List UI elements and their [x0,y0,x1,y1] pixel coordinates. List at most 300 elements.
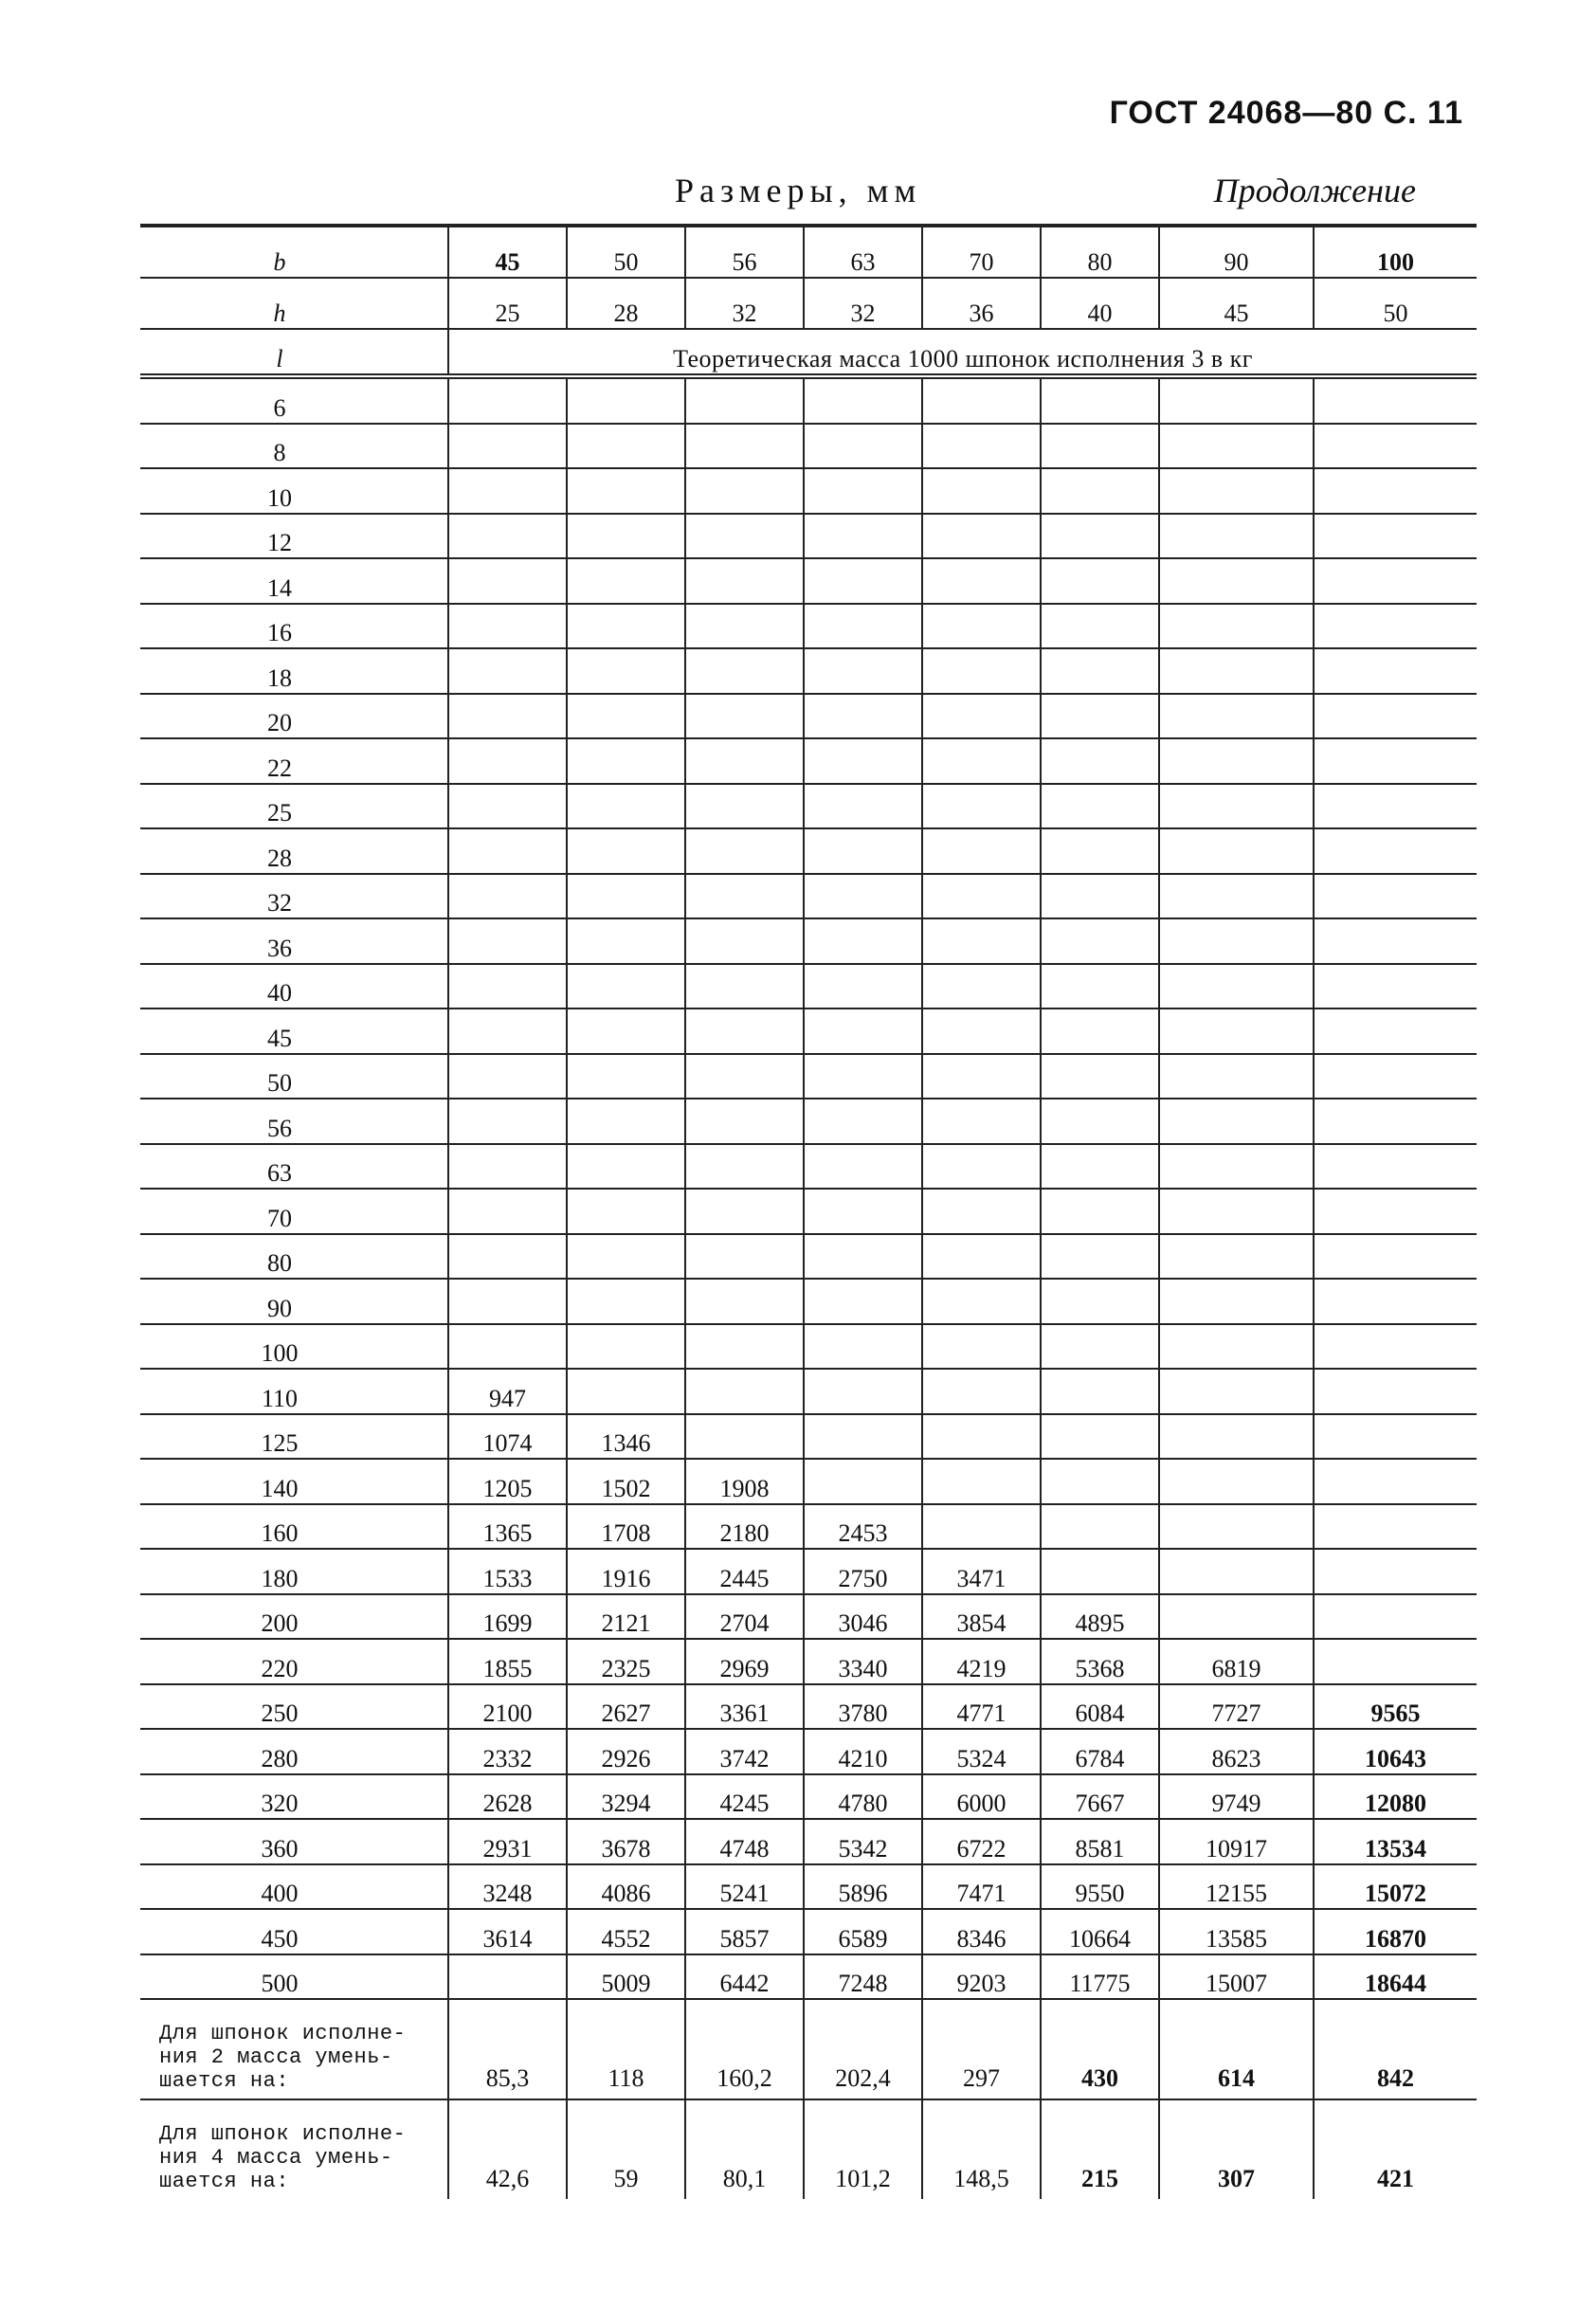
mass-cell: 4210 [804,1729,922,1774]
mass-cell [804,468,922,514]
mass-cell [804,694,922,739]
mass-cell [1041,604,1159,649]
mass-cell: 5009 [567,1954,685,2000]
mass-cell [685,1099,804,1144]
mass-cell: 4552 [567,1909,685,1954]
footer-value-cell: 160,2 [685,1999,804,2099]
mass-cell: 3614 [448,1909,567,1954]
row-length-label: 8 [140,424,448,469]
table-row [140,1009,1477,1054]
row-length-label: 12 [140,514,448,559]
mass-cell [1159,1504,1314,1550]
mass-cell: 6084 [1041,1684,1159,1730]
mass-cell: 8581 [1041,1819,1159,1864]
mass-cell [448,1054,567,1099]
row-length-label: 6 [140,376,448,424]
mass-cell [804,874,922,919]
table-row [140,1729,1477,1774]
mass-cell [1041,1009,1159,1054]
mass-cell [804,1009,922,1054]
mass-cell [448,828,567,874]
row-length-label: 500 [140,1954,448,2000]
mass-cell [1159,1009,1314,1054]
mass-cell [804,828,922,874]
mass-cell [1041,738,1159,784]
mass-cell [1041,1279,1159,1324]
mass-cell [1159,424,1314,469]
mass-cell [1041,1549,1159,1594]
mass-cell [1041,1189,1159,1234]
header-label-b: b [140,226,448,278]
mass-cell: 2332 [448,1729,567,1774]
row-length-label: 25 [140,784,448,829]
mass-cell [922,424,1041,469]
mass-cell [1159,1234,1314,1280]
mass-cell: 9550 [1041,1864,1159,1910]
mass-cell [1041,1414,1159,1460]
table-row [140,1909,1477,1954]
mass-cell [1314,1369,1477,1414]
mass-cell: 2628 [448,1774,567,1820]
mass-cell [685,1369,804,1414]
mass-cell: 1916 [567,1549,685,1594]
mass-cell [1314,694,1477,739]
mass-cell [922,1369,1041,1414]
footer-value-cell: 148,5 [922,2099,1041,2199]
mass-cell: 4245 [685,1774,804,1820]
mass-cell: 6722 [922,1819,1041,1864]
mass-cell [804,424,922,469]
mass-cell [804,1324,922,1370]
header-h-cell: 40 [1041,278,1159,329]
mass-cell [922,604,1041,649]
mass-cell: 5241 [685,1864,804,1910]
mass-cell [1314,828,1477,874]
mass-cell: 4748 [685,1819,804,1864]
mass-cell [1159,376,1314,424]
header-label-l: l [140,329,448,376]
mass-cell [804,1369,922,1414]
mass-cell [685,514,804,559]
mass-cell: 1346 [567,1414,685,1460]
mass-cell: 6589 [804,1909,922,1954]
mass-cell [922,376,1041,424]
header-h-cell: 28 [567,278,685,329]
mass-cell [1159,784,1314,829]
mass-cell [567,964,685,1009]
mass-cell [1159,468,1314,514]
header-b-cell: 63 [804,226,922,278]
table-row [140,1414,1477,1460]
mass-cell [567,558,685,604]
mass-cell [804,604,922,649]
mass-cell [1314,784,1477,829]
mass-cell [567,648,685,694]
mass-cell [448,468,567,514]
mass-cell [804,1234,922,1280]
mass-cell [448,424,567,469]
mass-cell: 1205 [448,1459,567,1504]
mass-cell [1314,1504,1477,1550]
mass-cell [804,1414,922,1460]
mass-cell: 2121 [567,1594,685,1640]
row-length-label: 180 [140,1549,448,1594]
mass-cell [1314,1189,1477,1234]
mass-cell [1041,376,1159,424]
mass-cell: 5896 [804,1864,922,1910]
row-length-label: 110 [140,1369,448,1414]
row-length-label: 90 [140,1279,448,1324]
mass-cell [567,1099,685,1144]
mass-cell: 4771 [922,1684,1041,1730]
mass-cell [1041,918,1159,964]
table-row [140,874,1477,919]
mass-cell [1041,424,1159,469]
mass-cell [1314,1009,1477,1054]
mass-cell [1159,1594,1314,1640]
mass-cell: 2445 [685,1549,804,1594]
row-length-label: 36 [140,918,448,964]
mass-cell [922,1234,1041,1280]
row-length-label: 22 [140,738,448,784]
mass-cell [685,1234,804,1280]
mass-cell [448,514,567,559]
mass-cell: 9565 [1314,1684,1477,1730]
mass-cell [922,1279,1041,1324]
mass-cell [567,738,685,784]
mass-cell: 1908 [685,1459,804,1504]
mass-cell [1314,558,1477,604]
footer-note-line: шается на: [159,2069,290,2093]
mass-cell [1314,604,1477,649]
mass-cell [1159,558,1314,604]
mass-cell: 2100 [448,1684,567,1730]
mass-cell [448,1954,567,2000]
mass-cell [567,1009,685,1054]
header-b-cell: 50 [567,226,685,278]
mass-cell [1159,1189,1314,1234]
header-b-cell: 90 [1159,226,1314,278]
continuation-label: Продолжение [1213,172,1416,209]
mass-cell [685,694,804,739]
footer-value-cell: 430 [1041,1999,1159,2099]
mass-cell [685,424,804,469]
row-length-label: 125 [140,1414,448,1460]
mass-cell: 13585 [1159,1909,1314,1954]
mass-cell [1041,1144,1159,1190]
mass-cell [448,558,567,604]
table-row [140,1864,1477,1910]
mass-cell [685,604,804,649]
mass-cell [448,1279,567,1324]
mass-cell [922,514,1041,559]
mass-cell [922,918,1041,964]
mass-cell [922,1324,1041,1370]
mass-cell [448,1324,567,1370]
mass-cell: 15007 [1159,1954,1314,2000]
mass-cell: 1502 [567,1459,685,1504]
mass-cell: 12080 [1314,1774,1477,1820]
mass-cell [1314,1549,1477,1594]
footer-value-cell: 118 [567,1999,685,2099]
mass-cell [1159,604,1314,649]
mass-cell: 1699 [448,1594,567,1640]
mass-cell: 3742 [685,1729,804,1774]
mass-cell [448,376,567,424]
mass-cell [1159,964,1314,1009]
mass-cell [1314,918,1477,964]
mass-cell [1314,1279,1477,1324]
row-length-label: 100 [140,1324,448,1370]
mass-cell [567,1189,685,1234]
mass-cell: 2180 [685,1504,804,1550]
mass-cell [922,874,1041,919]
mass-cell [922,648,1041,694]
table-row [140,1459,1477,1504]
mass-cell [804,558,922,604]
footer-row [140,2099,1477,2199]
mass-cell [1041,694,1159,739]
mass-cell: 7248 [804,1954,922,2000]
mass-cell [685,964,804,1009]
mass-cell [804,738,922,784]
mass-cell [448,918,567,964]
mass-cell: 6819 [1159,1639,1314,1684]
mass-cell [448,1144,567,1190]
mass-cell: 3780 [804,1684,922,1730]
mass-cell [567,828,685,874]
mass-cell: 5324 [922,1729,1041,1774]
mass-cell: 4780 [804,1774,922,1820]
row-length-label: 450 [140,1909,448,1954]
row-length-label: 28 [140,828,448,874]
table-row [140,1189,1477,1234]
row-length-label: 32 [140,874,448,919]
mass-cell [685,1414,804,1460]
mass-cell [567,694,685,739]
mass-cell [685,874,804,919]
mass-cell [685,828,804,874]
mass-cell [1041,514,1159,559]
mass-cell [448,1009,567,1054]
header-label-h: h [140,278,448,329]
mass-cell [685,1279,804,1324]
row-length-label: 360 [140,1819,448,1864]
mass-cell [685,1009,804,1054]
row-length-label: 56 [140,1099,448,1144]
mass-cell: 1533 [448,1549,567,1594]
mass-cell [685,1189,804,1234]
mass-cell [1314,1324,1477,1370]
table-row [140,376,1477,424]
mass-cell [1314,648,1477,694]
sizes-title: Размеры, мм [675,172,922,209]
mass-cell [922,1144,1041,1190]
mass-cell [804,648,922,694]
mass-cell [448,1099,567,1144]
mass-cell: 2453 [804,1504,922,1550]
mass-cell: 2750 [804,1549,922,1594]
mass-cell [1041,1504,1159,1550]
mass-cell: 4895 [1041,1594,1159,1640]
mass-cell [567,874,685,919]
key-mass-table [140,224,1477,2199]
mass-cell [1314,1054,1477,1099]
mass-cell [1314,1459,1477,1504]
row-length-label: 50 [140,1054,448,1099]
table-row [140,1234,1477,1280]
mass-cell [448,784,567,829]
mass-cell [922,1009,1041,1054]
row-length-label: 16 [140,604,448,649]
mass-cell: 11775 [1041,1954,1159,2000]
mass-cell [685,1054,804,1099]
mass-cell [922,1189,1041,1234]
mass-cell [1159,1324,1314,1370]
table-row [140,1099,1477,1144]
mass-cell [1159,874,1314,919]
table-row [140,558,1477,604]
mass-cell [567,1054,685,1099]
table-row [140,1549,1477,1594]
table-row [140,1684,1477,1730]
footer-value-cell: 80,1 [685,2099,804,2199]
table-row [140,1594,1477,1640]
mass-cell [804,1279,922,1324]
mass-cell: 10643 [1314,1729,1477,1774]
mass-cell [1159,1369,1314,1414]
footer-note [140,2099,448,2199]
page-header: ГОСТ 24068—80 С. 11 [1109,95,1463,131]
mass-cell: 2627 [567,1684,685,1730]
mass-cell [804,376,922,424]
mass-cell: 2704 [685,1594,804,1640]
mass-cell: 5368 [1041,1639,1159,1684]
mass-cell [1041,1459,1159,1504]
mass-cell [448,1189,567,1234]
mass-cell: 4086 [567,1864,685,1910]
mass-cell: 6000 [922,1774,1041,1820]
mass-cell: 12155 [1159,1864,1314,1910]
row-length-label: 250 [140,1684,448,1730]
mass-cell [1314,1099,1477,1144]
mass-cell [922,694,1041,739]
mass-cell [567,918,685,964]
mass-cell [567,1324,685,1370]
mass-cell: 2931 [448,1819,567,1864]
mass-cell: 3854 [922,1594,1041,1640]
table-row [140,1369,1477,1414]
header-h-cell: 45 [1159,278,1314,329]
mass-cell [1041,648,1159,694]
table-row [140,738,1477,784]
mass-cell: 10664 [1041,1909,1159,1954]
mass-cell [448,874,567,919]
mass-cell: 2325 [567,1639,685,1684]
table-row [140,1504,1477,1550]
mass-cell [685,376,804,424]
mass-cell [567,784,685,829]
mass-cell [1159,1279,1314,1324]
mass-cell [685,1144,804,1190]
mass-cell: 1074 [448,1414,567,1460]
mass-cell [1041,784,1159,829]
footer-value-cell: 842 [1314,1999,1477,2099]
mass-cell [567,424,685,469]
mass-cell [1314,468,1477,514]
mass-cell [922,468,1041,514]
mass-cell: 3248 [448,1864,567,1910]
row-length-label: 20 [140,694,448,739]
mass-cell [804,1099,922,1144]
table-row [140,1324,1477,1370]
header-h-cell: 32 [685,278,804,329]
row-length-label: 200 [140,1594,448,1640]
mass-cell: 5342 [804,1819,922,1864]
table-row [140,828,1477,874]
header-b-cell: 100 [1314,226,1477,278]
mass-cell [1159,514,1314,559]
mass-cell [685,558,804,604]
mass-cell [922,1099,1041,1144]
mass-cell [685,468,804,514]
row-length-label: 160 [140,1504,448,1550]
row-length-label: 14 [140,558,448,604]
mass-cell [804,514,922,559]
mass-cell [1041,964,1159,1009]
mass-cell [1041,558,1159,604]
mass-cell [1314,1594,1477,1640]
mass-cell [685,784,804,829]
mass-cell: 9749 [1159,1774,1314,1820]
header-b-cell: 56 [685,226,804,278]
table-row [140,1774,1477,1820]
table-row [140,918,1477,964]
footer-note [140,1999,448,2099]
row-length-label: 220 [140,1639,448,1684]
table-row [140,694,1477,739]
table-row [140,604,1477,649]
mass-cell [922,828,1041,874]
mass-cell [567,1234,685,1280]
row-length-label: 280 [140,1729,448,1774]
mass-cell [448,1234,567,1280]
mass-cell: 3046 [804,1594,922,1640]
header-b-cell: 70 [922,226,1041,278]
table-row [140,1054,1477,1099]
header-h-cell: 32 [804,278,922,329]
mass-cell [1314,874,1477,919]
mass-cell: 10917 [1159,1819,1314,1864]
mass-cell: 1855 [448,1639,567,1684]
footer-value-cell: 101,2 [804,2099,922,2199]
mass-cell [1314,1639,1477,1684]
table-row [140,1639,1477,1684]
mass-cell [448,964,567,1009]
header-b-cell: 45 [448,226,567,278]
mass-cell: 18644 [1314,1954,1477,2000]
header-b-cell: 80 [1041,226,1159,278]
mass-cell [804,1054,922,1099]
mass-cell [1159,738,1314,784]
table-row [140,1279,1477,1324]
footer-value-cell: 215 [1041,2099,1159,2199]
mass-cell [804,1189,922,1234]
mass-cell [804,964,922,1009]
mass-cell [1041,468,1159,514]
mass-cell [1314,1414,1477,1460]
mass-cell: 8346 [922,1909,1041,1954]
